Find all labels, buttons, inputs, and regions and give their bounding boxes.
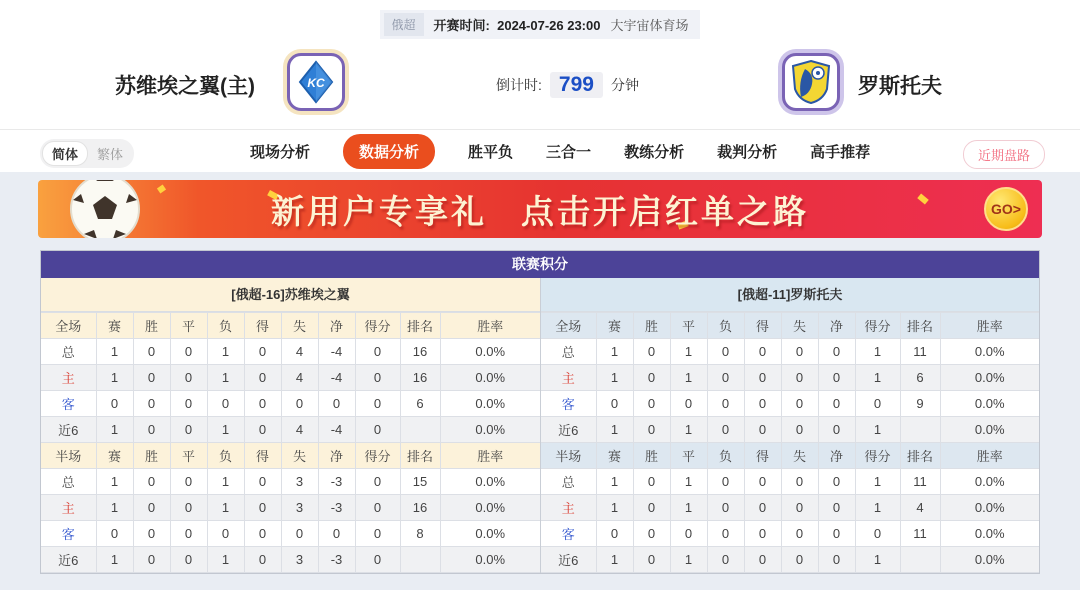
stat-cell: 0 [744, 417, 781, 443]
svg-text:KC: KC [307, 76, 325, 90]
stat-cell: -4 [318, 417, 355, 443]
stat-cell: 0 [818, 521, 855, 547]
stat-cell: 1 [596, 339, 633, 365]
stat-cell: 0 [355, 339, 400, 365]
row-label: 总 [41, 469, 96, 495]
stat-cell: 0 [855, 391, 900, 417]
stat-cell: 0 [170, 417, 207, 443]
stat-cell: 16 [400, 339, 440, 365]
column-header: 得 [244, 313, 281, 339]
stat-cell: 11 [900, 469, 940, 495]
column-header: 负 [207, 313, 244, 339]
stat-cell: 0 [244, 391, 281, 417]
stat-cell: 0 [707, 365, 744, 391]
stat-cell: 0 [818, 391, 855, 417]
stat-cell: 1 [207, 469, 244, 495]
away-section-title: [俄超-11]罗斯托夫 [541, 278, 1039, 312]
stat-cell [400, 417, 440, 443]
stat-cell: 1 [207, 417, 244, 443]
stat-cell: 0 [96, 521, 133, 547]
stat-cell: 0 [133, 547, 170, 573]
stats-row [541, 417, 1039, 443]
stat-cell: 0 [133, 521, 170, 547]
home-section-title: [俄超-16]苏维埃之翼 [41, 278, 540, 312]
column-header: 排名 [900, 443, 940, 469]
stat-cell: 1 [596, 417, 633, 443]
column-header: 平 [170, 313, 207, 339]
column-header: 胜 [133, 443, 170, 469]
stat-cell: 0 [633, 547, 670, 573]
stat-cell: 1 [855, 495, 900, 521]
stats-row [41, 417, 540, 443]
stat-cell: 0.0% [440, 469, 540, 495]
stats-row [541, 547, 1039, 573]
stat-cell: 0 [707, 391, 744, 417]
stat-cell: 15 [400, 469, 440, 495]
stat-cell: 0.0% [440, 547, 540, 573]
column-header: 得分 [855, 443, 900, 469]
stat-cell: 0 [781, 547, 818, 573]
stat-cell: 0 [633, 417, 670, 443]
row-label: 客 [541, 391, 596, 417]
standings-title: 联赛积分 [41, 251, 1039, 278]
row-label: 客 [541, 521, 596, 547]
stat-cell: 0.0% [940, 365, 1039, 391]
tab-数据分析[interactable]: 数据分析 [343, 134, 435, 169]
stat-cell: 0 [355, 469, 400, 495]
stat-cell: 1 [207, 495, 244, 521]
stat-cell: 0 [744, 365, 781, 391]
league-standings-card [40, 250, 1040, 574]
league-badge: 俄超 [384, 13, 424, 36]
stat-cell: 0.0% [440, 391, 540, 417]
stat-cell: 0 [707, 495, 744, 521]
stat-cell: 1 [96, 365, 133, 391]
countdown-inner [496, 72, 639, 98]
column-header: 赛 [596, 313, 633, 339]
stat-cell: 0 [133, 391, 170, 417]
column-header: 失 [281, 443, 318, 469]
column-header: 胜率 [940, 443, 1039, 469]
stats-row [541, 469, 1039, 495]
stat-cell: 0 [596, 521, 633, 547]
stat-cell: 8 [400, 521, 440, 547]
column-header: 赛 [96, 443, 133, 469]
column-header-row [541, 313, 1039, 339]
stat-cell: 0.0% [940, 339, 1039, 365]
column-header: 排名 [900, 313, 940, 339]
row-label: 主 [541, 495, 596, 521]
stat-cell: -3 [318, 495, 355, 521]
scope-header: 全场 [41, 313, 96, 339]
lang-simplified-button[interactable]: 简体 [42, 141, 88, 166]
column-header: 净 [318, 443, 355, 469]
stat-cell: 0 [855, 521, 900, 547]
stats-row [541, 365, 1039, 391]
tab-三合一[interactable]: 三合一 [546, 144, 592, 161]
row-label: 近6 [41, 417, 96, 443]
stat-cell: -3 [318, 469, 355, 495]
stats-row [41, 469, 540, 495]
stat-cell: 0.0% [940, 391, 1039, 417]
stats-row [541, 495, 1039, 521]
stat-cell: 0 [633, 521, 670, 547]
stat-cell: 0 [318, 391, 355, 417]
home-team-name: 苏维埃之翼(主) [115, 75, 255, 98]
stat-cell: 1 [670, 417, 707, 443]
stat-cell: 1 [855, 547, 900, 573]
stat-cell: 1 [96, 495, 133, 521]
tab-胜平负[interactable]: 胜平负 [468, 144, 514, 161]
match-info-inner [380, 10, 701, 39]
stats-row [41, 495, 540, 521]
stat-cell: 4 [281, 365, 318, 391]
stat-cell: 0 [244, 521, 281, 547]
stat-cell: 0 [355, 547, 400, 573]
column-header: 失 [781, 443, 818, 469]
stat-cell: 0 [707, 417, 744, 443]
countdown-unit: 分钟 [610, 77, 639, 93]
stat-cell: 0.0% [440, 417, 540, 443]
nav-bar [0, 129, 1080, 172]
stat-cell: 0 [707, 521, 744, 547]
stat-cell: 0 [818, 495, 855, 521]
stat-cell: 0 [707, 547, 744, 573]
promo-banner[interactable] [38, 180, 1042, 238]
column-header: 胜率 [940, 313, 1039, 339]
stat-cell: 0.0% [940, 495, 1039, 521]
stat-cell: 0.0% [440, 365, 540, 391]
stat-cell: 0 [355, 417, 400, 443]
column-header: 失 [281, 313, 318, 339]
stats-row [41, 391, 540, 417]
away-standings-table [540, 278, 1039, 573]
stat-cell: 0.0% [940, 417, 1039, 443]
column-header: 赛 [96, 313, 133, 339]
stat-cell: 0 [707, 469, 744, 495]
stat-cell: 1 [855, 339, 900, 365]
column-header: 得 [744, 313, 781, 339]
column-header: 负 [707, 313, 744, 339]
row-label: 客 [41, 521, 96, 547]
stat-cell: 1 [670, 339, 707, 365]
column-header: 排名 [400, 443, 440, 469]
stat-cell: 3 [281, 469, 318, 495]
stat-cell: 6 [900, 365, 940, 391]
tab-高手推荐[interactable]: 高手推荐 [810, 144, 871, 161]
stat-cell: 0 [281, 521, 318, 547]
column-header: 胜率 [440, 443, 540, 469]
stat-cell: 0 [596, 391, 633, 417]
stat-cell: 0 [781, 339, 818, 365]
stat-cell: 3 [281, 495, 318, 521]
column-header: 负 [207, 443, 244, 469]
away-team-name: 罗斯托夫 [858, 75, 942, 98]
stat-cell: 0 [355, 495, 400, 521]
tab-教练分析[interactable]: 教练分析 [624, 144, 685, 161]
stat-cell [900, 547, 940, 573]
stat-cell: 1 [670, 495, 707, 521]
stat-cell: 0 [244, 365, 281, 391]
column-header-row [41, 443, 540, 469]
home-stats-table [41, 312, 540, 573]
banner-text: 新用户专享礼 点击开启红单之路 [271, 192, 809, 230]
stat-cell: 0 [670, 521, 707, 547]
stat-cell: 0 [133, 417, 170, 443]
stat-cell: 1 [596, 547, 633, 573]
stat-cell: 0 [170, 339, 207, 365]
column-header: 净 [818, 313, 855, 339]
countdown-value: 799 [550, 72, 603, 98]
stat-cell: 1 [596, 365, 633, 391]
stat-cell: 1 [855, 469, 900, 495]
row-label: 客 [41, 391, 96, 417]
stat-cell: 1 [855, 365, 900, 391]
column-header: 平 [670, 443, 707, 469]
stat-cell: 0 [281, 391, 318, 417]
stat-cell: 0.0% [440, 521, 540, 547]
column-header: 得分 [355, 443, 400, 469]
standings-halves [41, 278, 1039, 573]
recent-trend-link[interactable]: 近期盘路 [963, 140, 1045, 169]
stat-cell: 1 [96, 469, 133, 495]
tab-裁判分析[interactable]: 裁判分析 [717, 144, 778, 161]
column-header: 得分 [355, 313, 400, 339]
column-header: 胜 [133, 313, 170, 339]
go-button[interactable]: GO> [984, 187, 1028, 231]
stat-cell: 1 [596, 495, 633, 521]
row-label: 近6 [541, 417, 596, 443]
stat-cell: 0 [318, 521, 355, 547]
stat-cell: 4 [281, 417, 318, 443]
stat-cell: 0 [170, 495, 207, 521]
scope-header: 半场 [41, 443, 96, 469]
countdown-label: 倒计时: [496, 77, 542, 93]
stats-row [41, 339, 540, 365]
stat-cell: 0 [170, 365, 207, 391]
stat-cell: 0 [207, 391, 244, 417]
stat-cell: 0 [744, 495, 781, 521]
stat-cell: 0 [781, 365, 818, 391]
row-label: 主 [41, 365, 96, 391]
column-header: 负 [707, 443, 744, 469]
stat-cell: 0 [781, 521, 818, 547]
stat-cell: 1 [670, 365, 707, 391]
stat-cell: 0 [355, 365, 400, 391]
column-header: 得分 [855, 313, 900, 339]
stat-cell [400, 547, 440, 573]
stat-cell: 4 [900, 495, 940, 521]
stat-cell: 0 [244, 469, 281, 495]
stat-cell: 3 [281, 547, 318, 573]
stat-cell: 0 [244, 495, 281, 521]
stat-cell: 1 [207, 547, 244, 573]
stat-cell: 0 [133, 469, 170, 495]
column-header: 胜率 [440, 313, 540, 339]
stat-cell: 0 [244, 339, 281, 365]
stat-cell: -3 [318, 547, 355, 573]
scope-header: 全场 [541, 313, 596, 339]
stat-cell: 0 [744, 469, 781, 495]
lang-traditional-button[interactable]: 繁体 [97, 147, 124, 162]
row-label: 总 [41, 339, 96, 365]
stat-cell: 0 [133, 495, 170, 521]
stat-cell: 1 [96, 417, 133, 443]
stat-cell: 0 [355, 391, 400, 417]
stat-cell: 0 [633, 365, 670, 391]
stat-cell: 0 [244, 417, 281, 443]
stat-cell: 0 [781, 495, 818, 521]
stat-cell: 11 [900, 521, 940, 547]
column-header: 排名 [400, 313, 440, 339]
stat-cell: 0 [744, 339, 781, 365]
content-area [0, 172, 1080, 590]
stat-cell: 0 [744, 391, 781, 417]
stat-cell: 0 [633, 495, 670, 521]
language-toggle[interactable] [40, 139, 134, 168]
stat-cell: 0 [633, 339, 670, 365]
stats-row [541, 521, 1039, 547]
stat-cell: 0.0% [440, 339, 540, 365]
stat-cell: -4 [318, 339, 355, 365]
stat-cell: 0 [744, 547, 781, 573]
stat-cell: 0 [781, 417, 818, 443]
stat-cell: 0.0% [940, 521, 1039, 547]
column-header: 失 [781, 313, 818, 339]
stat-cell: 0.0% [940, 469, 1039, 495]
stat-cell: 0 [355, 521, 400, 547]
venue-name: 大宇宙体育场 [610, 18, 689, 33]
stats-row [41, 521, 540, 547]
stat-cell: 0 [133, 339, 170, 365]
column-header: 得 [744, 443, 781, 469]
stat-cell: 1 [207, 365, 244, 391]
stat-cell: 1 [96, 339, 133, 365]
row-label: 主 [541, 365, 596, 391]
tab-现场分析[interactable]: 现场分析 [250, 144, 311, 161]
row-label: 总 [541, 339, 596, 365]
stat-cell: 1 [670, 547, 707, 573]
stat-cell: 0 [170, 547, 207, 573]
stat-cell: 0 [781, 391, 818, 417]
stat-cell: 1 [207, 339, 244, 365]
scope-header: 半场 [541, 443, 596, 469]
column-header-row [41, 313, 540, 339]
nav-tabs [250, 130, 870, 173]
away-crest-icon [791, 60, 831, 104]
column-header: 胜 [633, 443, 670, 469]
stats-row [41, 365, 540, 391]
stat-cell: 0 [170, 521, 207, 547]
stat-cell: 0 [633, 391, 670, 417]
row-label: 近6 [41, 547, 96, 573]
stat-cell: 0 [633, 469, 670, 495]
away-stats-table [541, 312, 1039, 573]
column-header: 赛 [596, 443, 633, 469]
column-header: 平 [670, 313, 707, 339]
stat-cell: 0 [670, 391, 707, 417]
stat-cell: 16 [400, 495, 440, 521]
stat-cell: 0 [96, 391, 133, 417]
stat-cell: 1 [96, 547, 133, 573]
stat-cell: 0.0% [940, 547, 1039, 573]
stat-cell: 0 [818, 365, 855, 391]
column-header-row [541, 443, 1039, 469]
away-team-logo [782, 53, 840, 111]
row-label: 主 [41, 495, 96, 521]
stat-cell: 0 [818, 339, 855, 365]
stats-row [541, 339, 1039, 365]
stat-cell: 0 [244, 547, 281, 573]
column-header: 净 [318, 313, 355, 339]
match-info-bar [0, 10, 1080, 39]
stat-cell: 0 [170, 469, 207, 495]
row-label: 近6 [541, 547, 596, 573]
column-header: 胜 [633, 313, 670, 339]
stat-cell: 0 [818, 417, 855, 443]
column-header: 平 [170, 443, 207, 469]
stat-cell: 0 [207, 521, 244, 547]
stat-cell: 16 [400, 365, 440, 391]
stat-cell: 1 [596, 469, 633, 495]
row-label: 总 [541, 469, 596, 495]
stat-cell: 6 [400, 391, 440, 417]
stat-cell [900, 417, 940, 443]
stats-row [41, 547, 540, 573]
stat-cell: 0 [781, 469, 818, 495]
stat-cell: 0.0% [440, 495, 540, 521]
home-standings-table [41, 278, 540, 573]
stat-cell: 1 [670, 469, 707, 495]
stats-row [541, 391, 1039, 417]
stat-cell: 0 [170, 391, 207, 417]
stat-cell: 9 [900, 391, 940, 417]
stat-cell: 0 [707, 339, 744, 365]
kickoff-time: 开赛时间: 2024-07-26 23:00 [433, 18, 601, 33]
stat-cell: 0 [818, 469, 855, 495]
stat-cell: 0 [818, 547, 855, 573]
stat-cell: 1 [855, 417, 900, 443]
column-header: 净 [818, 443, 855, 469]
stat-cell: 0 [133, 365, 170, 391]
stat-cell: 0 [744, 521, 781, 547]
stat-cell: -4 [318, 365, 355, 391]
stat-cell: 4 [281, 339, 318, 365]
column-header: 得 [244, 443, 281, 469]
stat-cell: 11 [900, 339, 940, 365]
